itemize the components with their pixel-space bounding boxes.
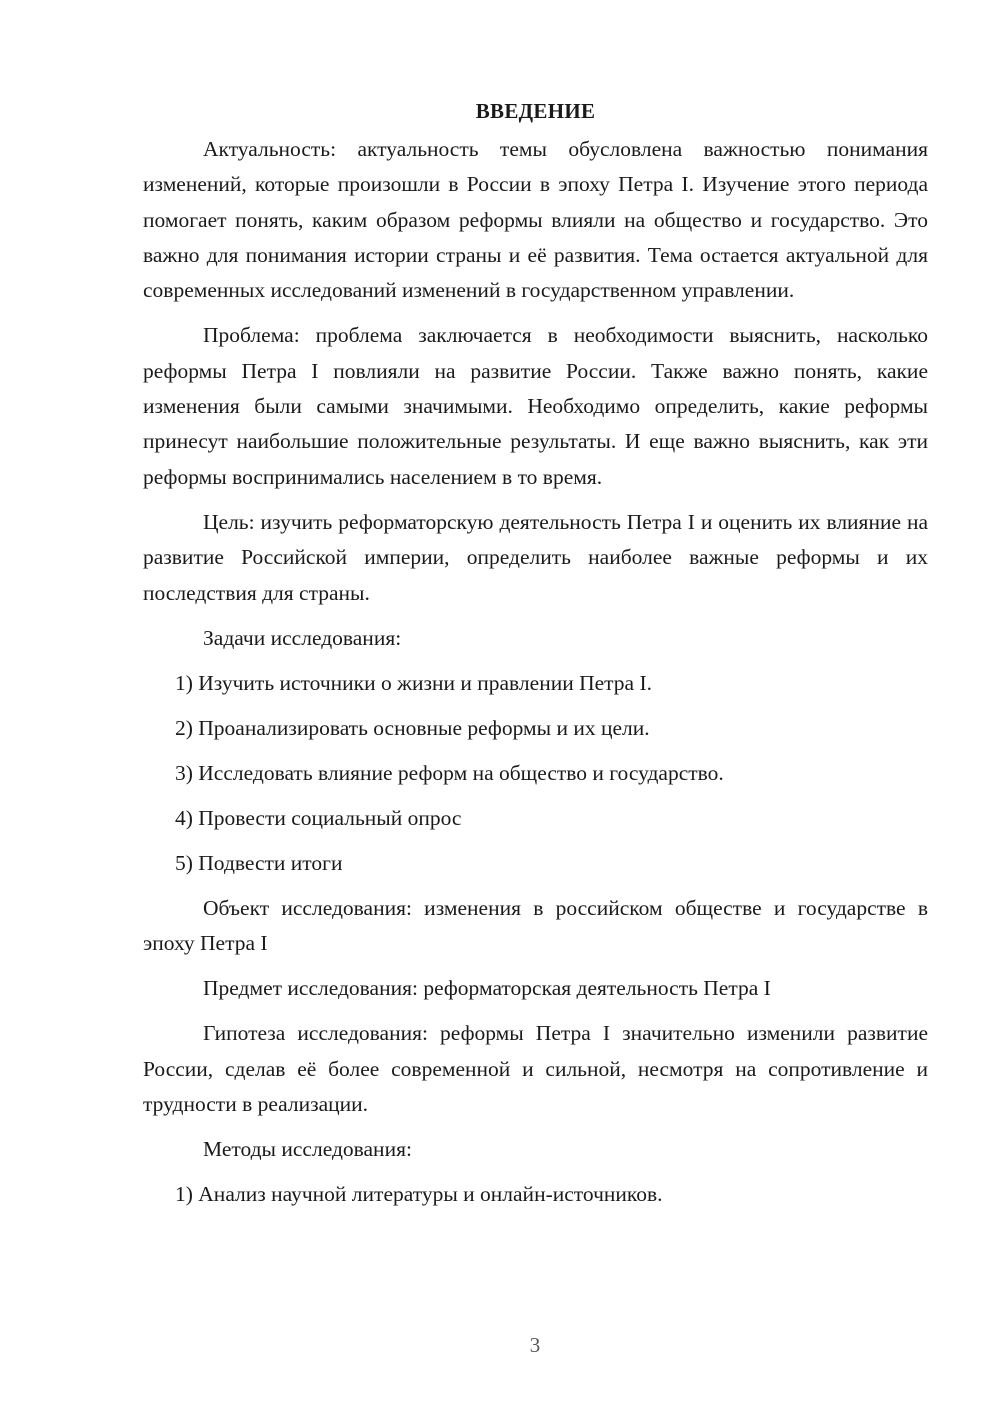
page-title: ВВЕДЕНИЕ	[475, 99, 596, 123]
methods-heading: Методы исследования:	[203, 1137, 412, 1162]
subject-paragraph: Предмет исследования: реформаторская деятельность Петра I	[203, 976, 771, 1001]
problem-paragraph: Проблема: проблема заключается в необходимости выяснить, насколько реформы Петра I повлияли на развитие России. Также важно понять, какие изменения были самыми значимыми. Необходимо определить, какие реформы принесут наибольшие положительные результаты. И еще важно выяснить, как эти реформы воспринимались населением в то время.	[143, 323, 928, 489]
task-item: 2) Проанализировать основные реформы и их цели.	[175, 715, 650, 740]
task-item: 5) Подвести итоги	[175, 850, 343, 875]
document-page	[143, 96, 928, 1222]
object-paragraph: Объект исследования: изменения в российском обществе и государстве в эпоху Петра I	[143, 895, 928, 956]
page-number: 3	[529, 1333, 541, 1357]
task-item: 3) Исследовать влияние реформ на общество и государство.	[175, 760, 724, 785]
method-item: 1) Анализ научной литературы и онлайн-источников.	[175, 1182, 663, 1207]
task-item: 1) Изучить источники о жизни и правлении Петра I.	[175, 670, 653, 695]
relevance-paragraph: Актуальность: актуальность темы обусловлена важностью понимания изменений, которые произошли в России в эпоху Петра I. Изучение этого периода помогает понять, каким образом реформы влияли на общество и государство. Это важно для понимания истории страны и её развития. Тема остается актуальной для современных исследований изменений в государственном управлении.	[143, 137, 928, 303]
task-item: 4) Провести социальный опрос	[175, 805, 462, 830]
tasks-heading: Задачи исследования:	[203, 625, 402, 650]
goal-paragraph: Цель: изучить реформаторскую деятельность Петра I и оценить их влияние на развитие Российской империи, определить наиболее важные реформы и их последствия для страны.	[143, 509, 928, 605]
hypothesis-paragraph: Гипотеза исследования: реформы Петра I значительно изменили развитие России, сделав её более современной и сильной, несмотря на сопротивление и трудности в реализации.	[143, 1021, 928, 1117]
